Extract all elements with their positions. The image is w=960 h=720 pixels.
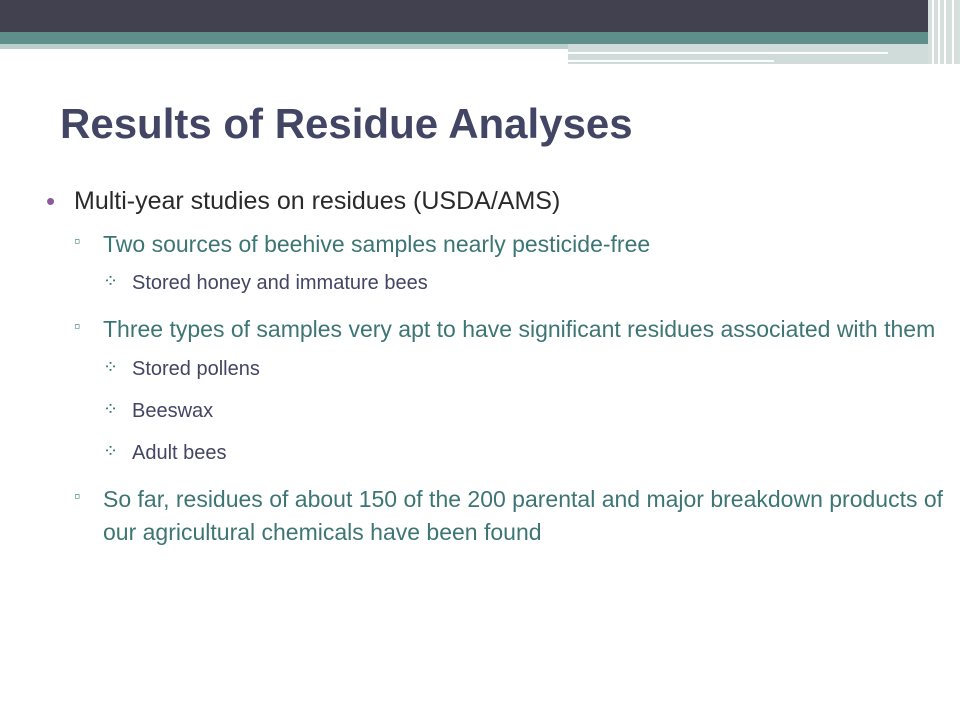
bullet-text: Stored pollens: [132, 357, 260, 380]
header-strip: [952, 0, 954, 64]
slide-title: Results of Residue Analyses: [60, 100, 633, 147]
bullet-list: [46, 186, 946, 559]
bullet-text: Multi-year studies on residues (USDA/AMS): [74, 187, 561, 215]
header-right-strips: [928, 0, 960, 64]
bullet-item: [46, 357, 946, 381]
bullet-text: Adult bees: [132, 441, 227, 464]
bullet-item: [46, 271, 946, 295]
bullet-dot-icon: •: [46, 186, 56, 216]
bullet-dots-icon: ⁘: [103, 271, 119, 292]
header-dark-band: [0, 0, 960, 32]
bullet-square-icon: ▫: [74, 485, 81, 506]
bullet-item: [46, 441, 946, 465]
bullet-text: Two sources of beehive samples nearly pesticide-free: [103, 231, 651, 257]
header-white-line: [568, 52, 888, 54]
bullet-text: So far, residues of about 150 of the 200 parental and major breakdown products of our agricultural chemicals have been found: [103, 485, 944, 546]
bullet-item: [46, 483, 946, 550]
header-teal-band: [0, 32, 960, 44]
header-strip: [932, 0, 934, 64]
bullet-dots-icon: ⁘: [103, 440, 119, 461]
header-strip: [944, 0, 946, 64]
bullet-text: Beeswax: [132, 399, 214, 422]
bullet-item: [46, 228, 946, 261]
bullet-dots-icon: ⁘: [103, 356, 119, 377]
bullet-text: Stored honey and immature bees: [132, 272, 428, 295]
bullet-item: [46, 186, 946, 216]
header-white-line-short: [568, 60, 774, 62]
bullet-dots-icon: ⁘: [103, 398, 119, 419]
bullet-text: Three types of samples very apt to have significant residues associated with them: [103, 316, 936, 343]
bullet-square-icon: ▫: [74, 316, 81, 337]
bullet-item: [46, 399, 946, 423]
bullet-item: [46, 313, 946, 346]
header-light-band-left: [0, 44, 568, 49]
header-strip: [938, 0, 940, 64]
bullet-square-icon: ▫: [74, 231, 81, 251]
